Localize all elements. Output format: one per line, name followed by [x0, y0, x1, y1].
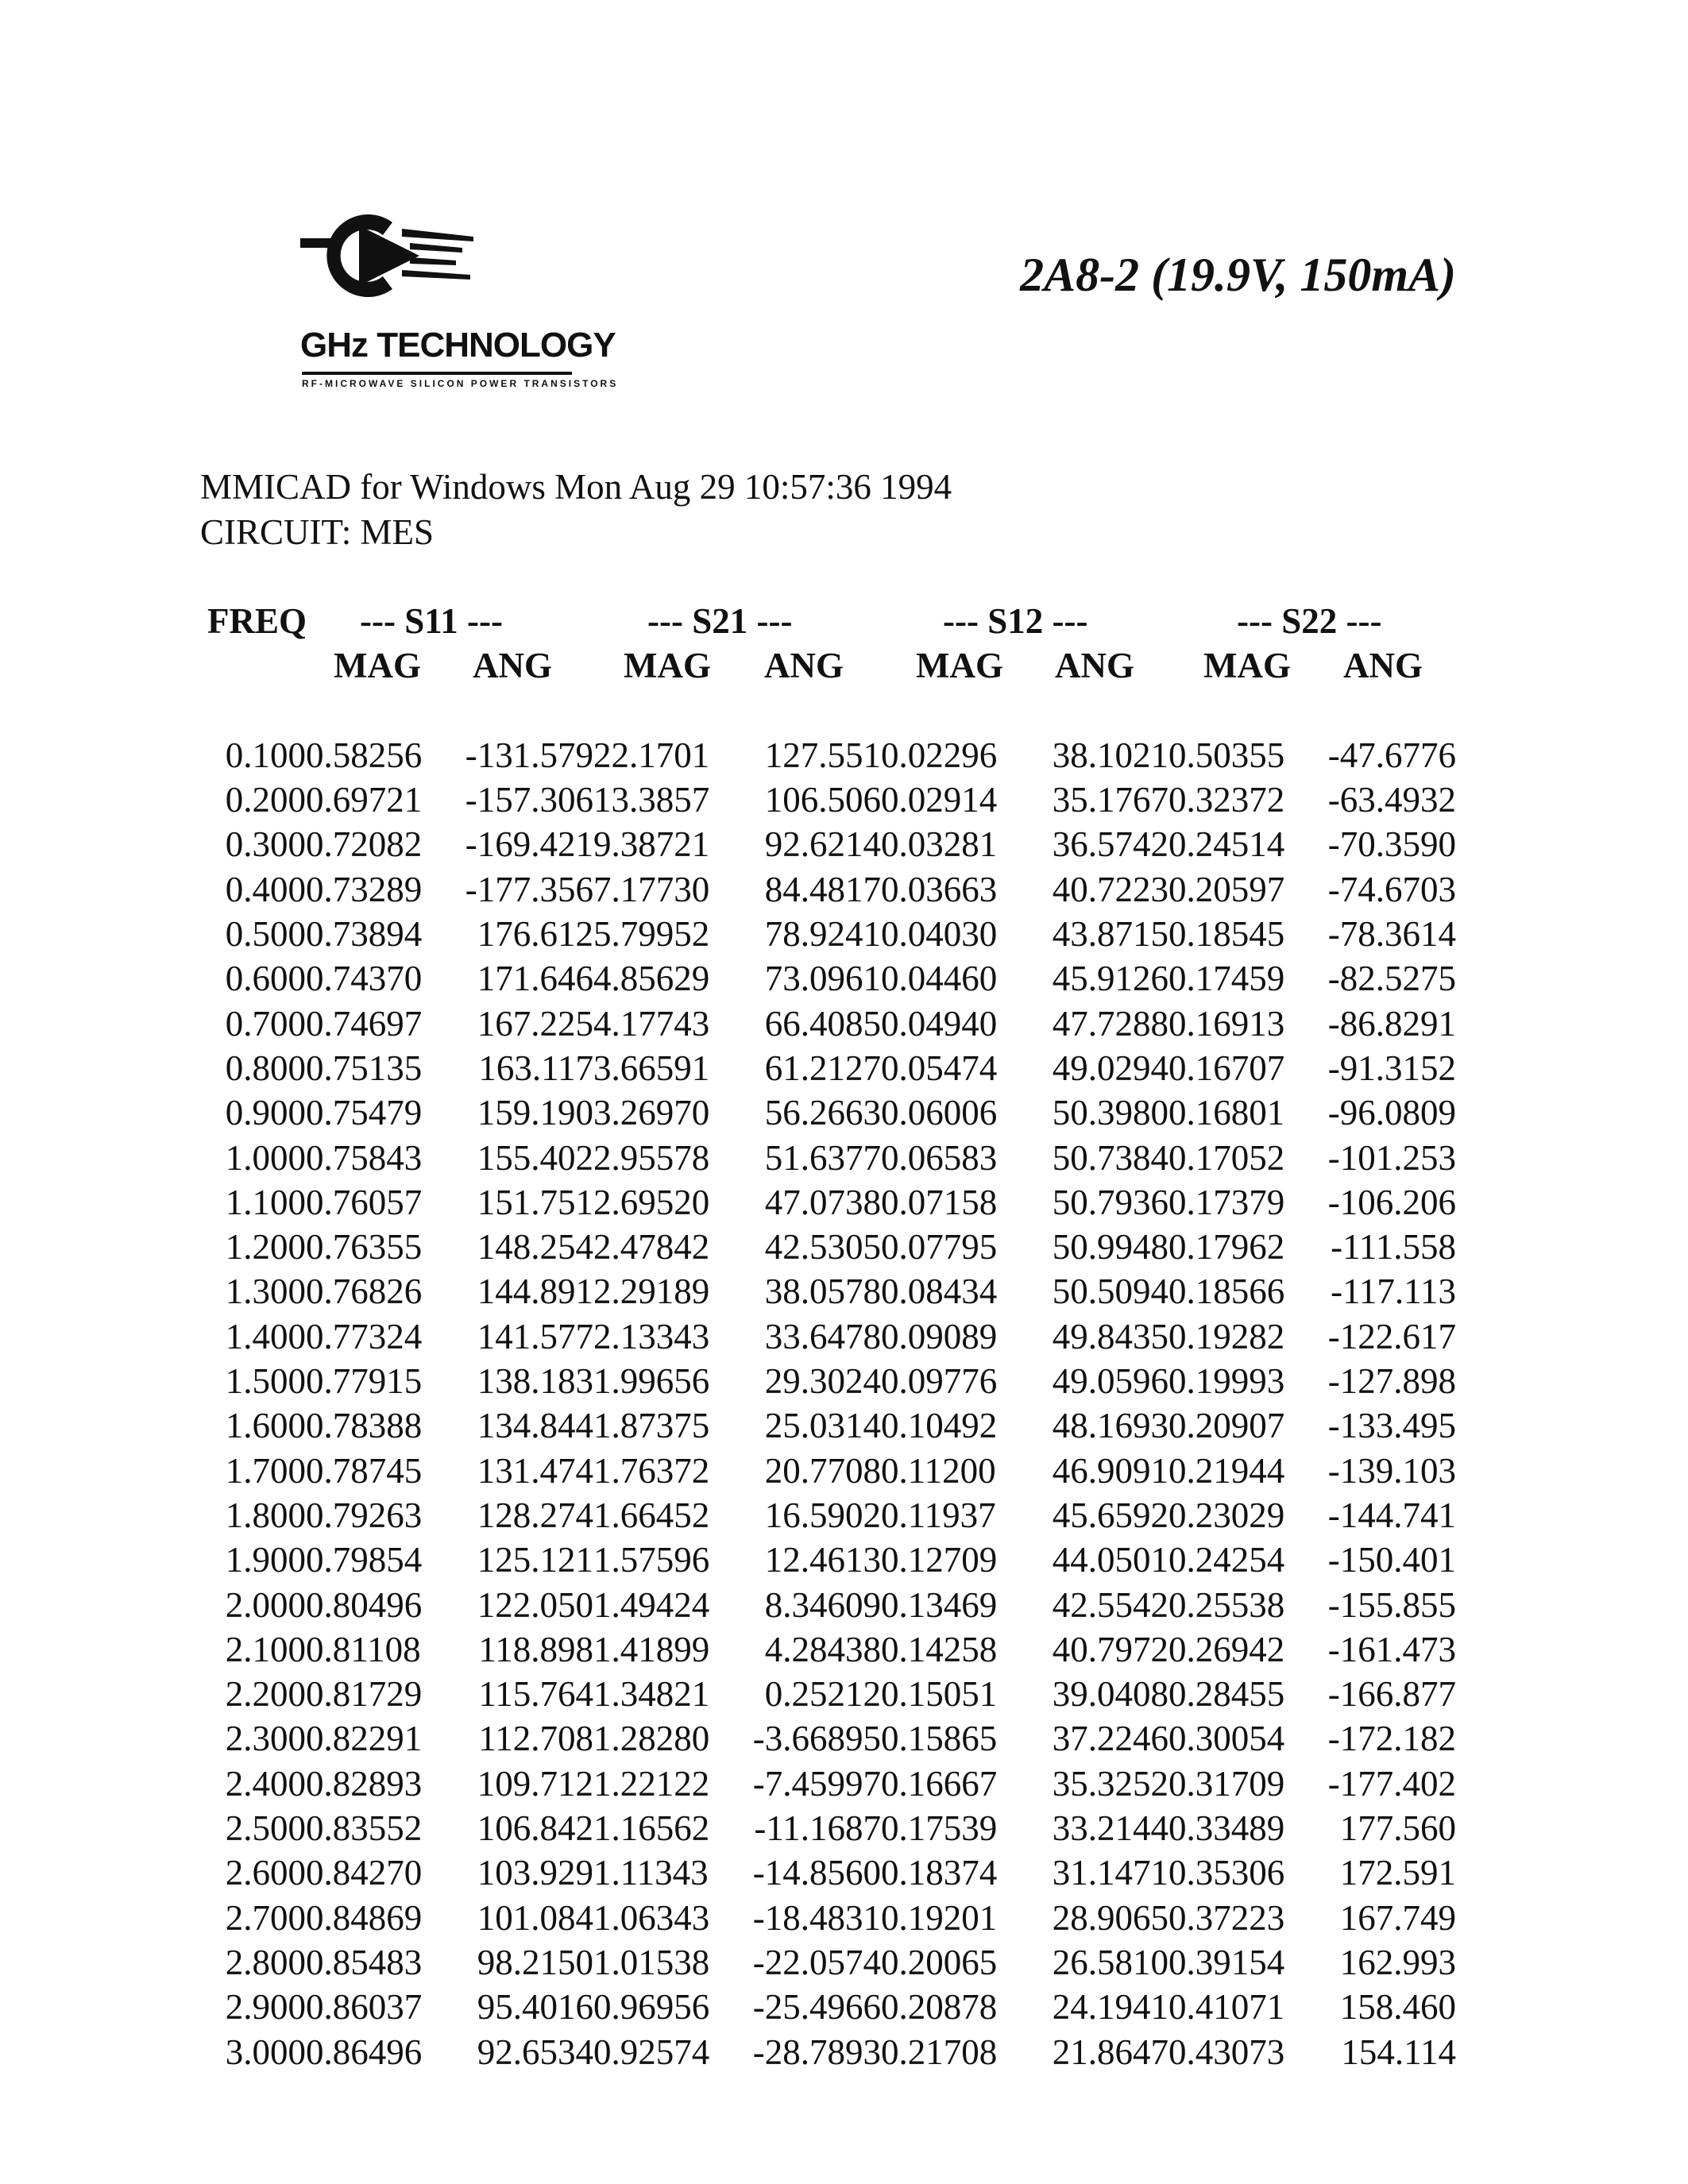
s11-ang-cell: 112.708 — [478, 1719, 593, 1759]
s12-mag-cell: 0.20878 — [881, 1987, 998, 2028]
s11-ang-cell: -131.579 — [465, 735, 593, 775]
s22-mag-cell: 0.19282 — [1168, 1316, 1285, 1356]
s12-mag-cell: 0.21708 — [881, 2032, 998, 2072]
s12-mag-cell: 0.10492 — [881, 1406, 998, 1446]
s12-mag-cell: 0.16667 — [881, 1763, 998, 1804]
s12-ang-cell: 28.9065 — [1052, 1897, 1168, 1938]
freq-cell: 2.300 — [225, 1719, 306, 1759]
s21-ang-cell: 56.2663 — [764, 1093, 881, 1133]
s21-mag-cell: 1.57596 — [593, 1540, 710, 1580]
s22-ang-cell: -101.253 — [1327, 1137, 1456, 1178]
s12-ang-cell: 49.0596 — [1052, 1361, 1168, 1402]
s22-mag-cell: 0.39154 — [1168, 1942, 1285, 1982]
s11-mag-cell: 0.73894 — [306, 914, 423, 955]
company-logo — [300, 205, 619, 396]
s12-ang-cell: 43.8715 — [1052, 914, 1168, 955]
s22-mag-cell: 0.43073 — [1168, 2032, 1285, 2072]
s21-mag-cell: 1.34821 — [593, 1674, 710, 1715]
s21-ang-cell: 84.4817 — [764, 869, 881, 909]
s21-ang-cell: -14.8560 — [752, 1853, 881, 1893]
s21-ang-cell: -7.45997 — [752, 1763, 881, 1804]
s11-mag-cell: 0.82893 — [306, 1763, 423, 1804]
s11-ang-cell: 109.712 — [477, 1763, 593, 1804]
s11-ang-cell: 103.929 — [477, 1853, 593, 1893]
s11-mag-cell: 0.85483 — [306, 1942, 423, 1982]
s22-ang-cell: -161.473 — [1327, 1629, 1456, 1669]
freq-cell: 1.500 — [225, 1361, 306, 1402]
s12-mag-cell: 0.19201 — [881, 1897, 998, 1938]
s12-mag-cell: 0.06006 — [881, 1093, 998, 1133]
s21-mag-cell: 2.13343 — [593, 1316, 710, 1356]
s22-mag-cell: 0.24254 — [1168, 1540, 1285, 1580]
s12-ang-cell: 38.1021 — [1052, 735, 1168, 775]
s22-mag-cell: 0.17052 — [1168, 1137, 1285, 1178]
s21-mag-cell: 7.17730 — [593, 869, 710, 909]
s12-mag-cell: 0.09776 — [881, 1361, 998, 1402]
s22-ang-cell: -133.495 — [1327, 1406, 1456, 1446]
s21-ang-cell: -18.4831 — [752, 1897, 881, 1938]
s21-ang-cell: 106.506 — [764, 780, 881, 820]
s12-mag-cell: 0.09089 — [881, 1316, 998, 1356]
s22-ang-header: ANG — [1343, 646, 1423, 686]
s21-mag-cell: 3.66591 — [593, 1048, 710, 1088]
s12-mag-cell: 0.20065 — [881, 1942, 998, 1982]
s12-ang-cell: 45.6592 — [1052, 1495, 1168, 1535]
s11-mag-cell: 0.77915 — [306, 1361, 423, 1402]
freq-cell: 2.000 — [225, 1584, 306, 1625]
s11-ang-cell: 144.891 — [477, 1271, 593, 1312]
s12-mag-cell: 0.15051 — [881, 1674, 998, 1715]
s22-mag-cell: 0.35306 — [1168, 1853, 1285, 1893]
s12-mag-cell: 0.04460 — [881, 959, 998, 999]
s22-ang-cell: 158.460 — [1339, 1987, 1456, 2028]
s22-mag-cell: 0.16913 — [1168, 1003, 1285, 1044]
s21-ang-cell: 0.25212 — [764, 1674, 881, 1715]
s21-ang-cell: 16.5902 — [764, 1495, 881, 1535]
s12-ang-cell: 44.0501 — [1052, 1540, 1168, 1580]
s21-ang-cell: -28.7893 — [752, 2032, 881, 2072]
freq-cell: 0.800 — [225, 1048, 306, 1088]
s21-mag-cell: 9.38721 — [593, 824, 710, 865]
s21-ang-cell: 47.0738 — [764, 1182, 881, 1222]
s21-ang-cell: 66.4085 — [764, 1003, 881, 1044]
s12-ang-cell: 50.9948 — [1052, 1227, 1168, 1268]
s22-ang-cell: -172.182 — [1327, 1719, 1456, 1759]
s11-ang-cell: 118.898 — [478, 1629, 593, 1669]
freq-cell: 1.600 — [225, 1406, 306, 1446]
s11-ang-cell: 176.612 — [477, 914, 593, 955]
s11-ang-cell: 106.842 — [477, 1808, 593, 1849]
s22-mag-cell: 0.30054 — [1168, 1719, 1285, 1759]
freq-cell: 2.400 — [225, 1763, 306, 1804]
freq-cell: 0.100 — [225, 735, 306, 775]
s21-ang-cell: 20.7708 — [764, 1450, 881, 1491]
s12-ang-cell: 24.1941 — [1052, 1987, 1168, 2028]
freq-cell: 0.300 — [225, 824, 306, 865]
s21-ang-cell: 61.2127 — [764, 1048, 881, 1088]
s11-mag-cell: 0.79263 — [306, 1495, 423, 1535]
s12-ang-header: ANG — [1055, 646, 1134, 686]
s11-mag-cell: 0.80496 — [306, 1584, 423, 1625]
s11-mag-cell: 0.75843 — [306, 1137, 423, 1178]
s21-mag-cell: 0.96956 — [593, 1987, 710, 2028]
s11-mag-cell: 0.86037 — [306, 1987, 423, 2028]
s12-mag-cell: 0.03663 — [881, 869, 998, 909]
s22-ang-cell: -86.8291 — [1327, 1003, 1456, 1044]
s22-ang-cell: -139.103 — [1327, 1450, 1456, 1491]
s21-ang-cell: 29.3024 — [764, 1361, 881, 1402]
s22-ang-cell: 172.591 — [1339, 1853, 1456, 1893]
s21-ang-cell: -25.4966 — [752, 1987, 881, 2028]
s21-mag-cell: 3.26970 — [593, 1093, 710, 1133]
s21-mag-cell: 2.29189 — [593, 1271, 710, 1312]
freq-cell: 0.200 — [225, 780, 306, 820]
s11-mag-cell: 0.81108 — [306, 1629, 421, 1669]
s22-ang-cell: -106.206 — [1327, 1182, 1456, 1222]
s22-mag-cell: 0.31709 — [1168, 1763, 1285, 1804]
s11-mag-cell: 0.74370 — [306, 959, 423, 999]
program-info-line: MMICAD for Windows Mon Aug 29 10:57:36 1994 — [200, 467, 952, 507]
s12-mag-cell: 0.03281 — [881, 824, 998, 865]
freq-cell: 0.400 — [225, 869, 306, 909]
s21-ang-cell: -22.0574 — [752, 1942, 881, 1982]
s21-mag-cell: 1.01538 — [593, 1942, 710, 1982]
s21-header: --- S21 --- — [647, 601, 793, 641]
freq-cell: 2.700 — [225, 1897, 306, 1938]
s22-mag-cell: 0.24514 — [1168, 824, 1285, 865]
s22-ang-cell: -122.617 — [1327, 1316, 1456, 1356]
s22-ang-cell: 167.749 — [1339, 1897, 1456, 1938]
s11-header: --- S11 --- — [360, 601, 503, 641]
s11-mag-cell: 0.76355 — [306, 1227, 423, 1268]
s12-mag-header: MAG — [916, 646, 1003, 686]
freq-header: FREQ — [207, 601, 307, 641]
s21-mag-header: MAG — [624, 646, 711, 686]
s22-mag-cell: 0.18566 — [1168, 1271, 1285, 1312]
s11-ang-cell: 125.121 — [477, 1540, 593, 1580]
s12-mag-cell: 0.18374 — [881, 1853, 998, 1893]
s12-ang-cell: 21.8647 — [1052, 2032, 1168, 2072]
s11-ang-cell: 131.474 — [477, 1450, 593, 1491]
freq-cell: 1.700 — [225, 1450, 306, 1491]
freq-cell: 1.200 — [225, 1227, 306, 1268]
s22-mag-cell: 0.41071 — [1168, 1987, 1285, 2028]
s21-ang-cell: -11.1687 — [754, 1808, 881, 1849]
s22-mag-cell: 0.50355 — [1168, 735, 1285, 775]
s22-mag-cell: 0.17459 — [1168, 959, 1285, 999]
s11-mag-cell: 0.77324 — [306, 1316, 423, 1356]
s11-ang-cell: 92.6534 — [477, 2032, 593, 2072]
freq-cell: 2.500 — [225, 1808, 306, 1849]
s21-ang-cell: 92.6214 — [764, 824, 881, 865]
s21-mag-cell: 1.66452 — [593, 1495, 710, 1535]
freq-cell: 1.300 — [225, 1271, 306, 1312]
s12-mag-cell: 0.04030 — [881, 914, 998, 955]
s22-mag-cell: 0.26942 — [1168, 1629, 1285, 1669]
s12-header: --- S12 --- — [943, 601, 1088, 641]
s21-mag-cell: 1.11343 — [593, 1853, 709, 1893]
s11-ang-cell: 163.117 — [478, 1048, 593, 1088]
s11-ang-cell: 155.402 — [477, 1137, 593, 1178]
s12-ang-cell: 31.1471 — [1052, 1853, 1168, 1893]
s22-ang-cell: -70.3590 — [1327, 824, 1456, 865]
s12-mag-cell: 0.14258 — [881, 1629, 998, 1669]
s11-ang-cell: 141.577 — [477, 1316, 593, 1356]
s21-mag-cell: 1.41899 — [593, 1629, 710, 1669]
s12-mag-cell: 0.07158 — [881, 1182, 998, 1222]
s12-ang-cell: 39.0408 — [1052, 1674, 1168, 1715]
s11-mag-cell: 0.74697 — [306, 1003, 423, 1044]
s21-mag-cell: 4.17743 — [593, 1003, 710, 1044]
s21-mag-cell: 2.95578 — [593, 1137, 710, 1178]
s22-mag-cell: 0.25538 — [1168, 1584, 1285, 1625]
s22-ang-cell: -74.6703 — [1327, 869, 1456, 909]
s21-ang-cell: 4.28438 — [764, 1629, 881, 1669]
freq-cell: 2.900 — [225, 1987, 306, 2028]
freq-cell: 1.900 — [225, 1540, 306, 1580]
s12-ang-cell: 49.8435 — [1052, 1316, 1168, 1356]
s11-ang-cell: 138.183 — [477, 1361, 593, 1402]
s11-ang-cell: 151.751 — [477, 1182, 593, 1222]
s22-ang-cell: 162.993 — [1339, 1942, 1456, 1982]
s12-ang-cell: 50.5094 — [1052, 1271, 1168, 1312]
s12-ang-cell: 40.7972 — [1052, 1629, 1168, 1669]
s22-mag-cell: 0.19993 — [1168, 1361, 1285, 1402]
s22-ang-cell: -91.3152 — [1327, 1048, 1456, 1088]
s21-mag-cell: 22.1701 — [593, 735, 710, 775]
s11-mag-cell: 0.75479 — [306, 1093, 423, 1133]
s21-mag-cell: 1.28280 — [593, 1719, 710, 1759]
s11-ang-cell: 122.050 — [477, 1584, 593, 1625]
s11-mag-cell: 0.75135 — [306, 1048, 423, 1088]
s21-mag-cell: 4.85629 — [593, 959, 710, 999]
s12-ang-cell: 50.3980 — [1052, 1093, 1168, 1133]
s11-mag-header: MAG — [334, 646, 421, 686]
s22-mag-cell: 0.16801 — [1168, 1093, 1285, 1133]
ghz-logo-mark-icon — [300, 205, 570, 324]
s22-mag-cell: 0.17379 — [1168, 1182, 1285, 1222]
s21-mag-cell: 2.69520 — [593, 1182, 710, 1222]
s11-ang-cell: -177.356 — [465, 869, 593, 909]
s22-mag-cell: 0.20597 — [1168, 869, 1285, 909]
s22-mag-cell: 0.17962 — [1168, 1227, 1285, 1268]
s11-mag-cell: 0.72082 — [306, 824, 423, 865]
s12-ang-cell: 47.7288 — [1052, 1003, 1168, 1044]
s21-ang-cell: 12.4613 — [764, 1540, 881, 1580]
s11-mag-cell: 0.76057 — [306, 1182, 423, 1222]
s12-ang-cell: 48.1693 — [1052, 1406, 1168, 1446]
s11-ang-cell: 95.4016 — [477, 1987, 593, 2028]
s21-ang-cell: 127.551 — [764, 735, 881, 775]
s22-ang-cell: -177.402 — [1327, 1763, 1456, 1804]
s12-ang-cell: 36.5742 — [1052, 824, 1168, 865]
s22-ang-cell: -155.855 — [1327, 1584, 1456, 1625]
freq-cell: 3.000 — [225, 2032, 306, 2072]
s11-mag-cell: 0.84270 — [306, 1853, 423, 1893]
s21-ang-cell: 8.34609 — [764, 1584, 881, 1625]
s22-ang-cell: 177.560 — [1339, 1808, 1456, 1849]
s21-mag-cell: 1.22122 — [593, 1763, 710, 1804]
s11-ang-cell: 167.225 — [477, 1003, 593, 1044]
s12-mag-cell: 0.07795 — [881, 1227, 998, 1268]
s11-ang-cell: 128.274 — [477, 1495, 593, 1535]
s12-mag-cell: 0.02296 — [881, 735, 998, 775]
s12-ang-cell: 50.7384 — [1052, 1137, 1168, 1178]
s11-mag-cell: 0.83552 — [306, 1808, 423, 1849]
s12-mag-cell: 0.15865 — [881, 1719, 998, 1759]
s21-ang-cell: 38.0578 — [764, 1271, 881, 1312]
freq-cell: 1.000 — [225, 1137, 306, 1178]
freq-cell: 0.600 — [225, 959, 306, 999]
s11-ang-cell: 98.2150 — [477, 1942, 593, 1982]
s22-ang-cell: -117.113 — [1331, 1271, 1456, 1312]
part-number-title: 2A8-2 (19.9V, 150mA) — [1020, 249, 1456, 301]
s22-mag-cell: 0.23029 — [1168, 1495, 1285, 1535]
s22-ang-cell: -166.877 — [1327, 1674, 1456, 1715]
s22-ang-cell: -78.3614 — [1327, 914, 1456, 955]
s12-mag-cell: 0.02914 — [881, 780, 998, 820]
s12-ang-cell: 50.7936 — [1052, 1182, 1168, 1222]
s21-ang-cell: 51.6377 — [764, 1137, 881, 1178]
s11-mag-cell: 0.78388 — [306, 1406, 423, 1446]
s11-ang-cell: -157.306 — [465, 780, 593, 820]
s11-ang-cell: 134.844 — [477, 1406, 593, 1446]
s21-ang-cell: 33.6478 — [764, 1316, 881, 1356]
s11-ang-cell: 101.084 — [477, 1897, 593, 1938]
s21-mag-cell: 1.06343 — [593, 1897, 710, 1938]
s22-ang-cell: -96.0809 — [1327, 1093, 1456, 1133]
s11-mag-cell: 0.58256 — [306, 735, 423, 775]
s12-mag-cell: 0.11937 — [881, 1495, 996, 1535]
s11-mag-cell: 0.81729 — [306, 1674, 423, 1715]
s12-mag-cell: 0.17539 — [881, 1808, 998, 1849]
s11-ang-cell: 159.190 — [477, 1093, 593, 1133]
s12-mag-cell: 0.06583 — [881, 1137, 998, 1178]
s21-mag-cell: 1.49424 — [593, 1584, 710, 1625]
s21-mag-cell: 1.87375 — [593, 1406, 710, 1446]
s12-mag-cell: 0.05474 — [881, 1048, 998, 1088]
s21-ang-cell: 78.9241 — [764, 914, 881, 955]
s11-mag-cell: 0.79854 — [306, 1540, 423, 1580]
s22-ang-cell: 154.114 — [1341, 2032, 1456, 2072]
company-tagline: RF-MICROWAVE SILICON POWER TRANSISTORS — [302, 372, 572, 389]
s12-ang-cell: 42.5542 — [1052, 1584, 1168, 1625]
s11-mag-cell: 0.82291 — [306, 1719, 423, 1759]
s21-ang-cell: 73.0961 — [764, 959, 881, 999]
s12-ang-cell: 35.1767 — [1052, 780, 1168, 820]
freq-cell: 0.900 — [225, 1093, 306, 1133]
s12-ang-cell: 45.9126 — [1052, 959, 1168, 999]
s21-mag-cell: 1.76372 — [593, 1450, 710, 1491]
freq-cell: 2.800 — [225, 1942, 306, 1982]
s22-mag-cell: 0.32372 — [1168, 780, 1285, 820]
s11-ang-cell: 171.646 — [477, 959, 593, 999]
s22-mag-cell: 0.18545 — [1168, 914, 1285, 955]
circuit-line: CIRCUIT: MES — [200, 512, 435, 552]
s22-mag-header: MAG — [1203, 646, 1291, 686]
s12-ang-cell: 26.5810 — [1052, 1942, 1168, 1982]
s12-ang-cell: 35.3252 — [1052, 1763, 1168, 1804]
s22-mag-cell: 0.37223 — [1168, 1897, 1285, 1938]
s21-mag-cell: 2.47842 — [593, 1227, 710, 1268]
program-info — [200, 465, 952, 555]
s11-mag-cell: 0.76826 — [306, 1271, 423, 1312]
s22-mag-cell: 0.16707 — [1168, 1048, 1285, 1088]
s22-mag-cell: 0.20907 — [1168, 1406, 1285, 1446]
s12-ang-cell: 40.7223 — [1052, 869, 1168, 909]
freq-cell: 1.800 — [225, 1495, 306, 1535]
s22-mag-cell: 0.21944 — [1168, 1450, 1285, 1491]
freq-cell: 1.100 — [225, 1182, 306, 1222]
s12-ang-cell: 37.2246 — [1052, 1719, 1168, 1759]
s11-mag-cell: 0.69721 — [306, 780, 423, 820]
s21-mag-cell: 13.3857 — [593, 780, 710, 820]
s21-mag-cell: 5.79952 — [593, 914, 710, 955]
s22-ang-cell: -127.898 — [1327, 1361, 1456, 1402]
s11-mag-cell: 0.73289 — [306, 869, 423, 909]
s21-mag-cell: 1.16562 — [593, 1808, 710, 1849]
company-name: GHz TECHNOLOGY — [300, 326, 616, 365]
freq-cell: 0.500 — [225, 914, 306, 955]
freq-cell: 1.400 — [225, 1316, 306, 1356]
freq-cell: 2.600 — [225, 1853, 306, 1893]
s22-mag-cell: 0.28455 — [1168, 1674, 1285, 1715]
s11-ang-cell: -169.421 — [465, 824, 593, 865]
s21-ang-header: ANG — [764, 646, 844, 686]
s12-mag-cell: 0.11200 — [881, 1450, 996, 1491]
s12-mag-cell: 0.08434 — [881, 1271, 998, 1312]
s21-ang-cell: 25.0314 — [764, 1406, 881, 1446]
s12-mag-cell: 0.04940 — [881, 1003, 998, 1044]
s22-ang-cell: -144.741 — [1327, 1495, 1456, 1535]
s11-mag-cell: 0.84869 — [306, 1897, 423, 1938]
s22-ang-cell: -63.4932 — [1327, 780, 1456, 820]
s22-mag-cell: 0.33489 — [1168, 1808, 1285, 1849]
s11-mag-cell: 0.78745 — [306, 1450, 423, 1491]
s12-ang-cell: 49.0294 — [1052, 1048, 1168, 1088]
s22-ang-cell: -150.401 — [1327, 1540, 1456, 1580]
s12-ang-cell: 46.9091 — [1052, 1450, 1168, 1491]
s21-mag-cell: 1.99656 — [593, 1361, 710, 1402]
s22-ang-cell: -47.6776 — [1327, 735, 1456, 775]
freq-cell: 0.700 — [225, 1003, 306, 1044]
s12-mag-cell: 0.12709 — [881, 1540, 998, 1580]
s11-ang-cell: 115.764 — [478, 1674, 593, 1715]
s11-ang-cell: 148.254 — [477, 1227, 593, 1268]
freq-cell: 2.100 — [225, 1629, 306, 1669]
freq-cell: 2.200 — [225, 1674, 306, 1715]
s22-ang-cell: -111.558 — [1331, 1227, 1456, 1268]
s22-header: --- S22 --- — [1237, 601, 1382, 641]
s22-ang-cell: -82.5275 — [1327, 959, 1456, 999]
s21-mag-cell: 0.92574 — [593, 2032, 710, 2072]
s12-ang-cell: 33.2144 — [1052, 1808, 1168, 1849]
s21-ang-cell: -3.66895 — [752, 1719, 881, 1759]
s21-ang-cell: 42.5305 — [764, 1227, 881, 1268]
s11-mag-cell: 0.86496 — [306, 2032, 423, 2072]
s12-mag-cell: 0.13469 — [881, 1584, 998, 1625]
s11-ang-header: ANG — [473, 646, 552, 686]
